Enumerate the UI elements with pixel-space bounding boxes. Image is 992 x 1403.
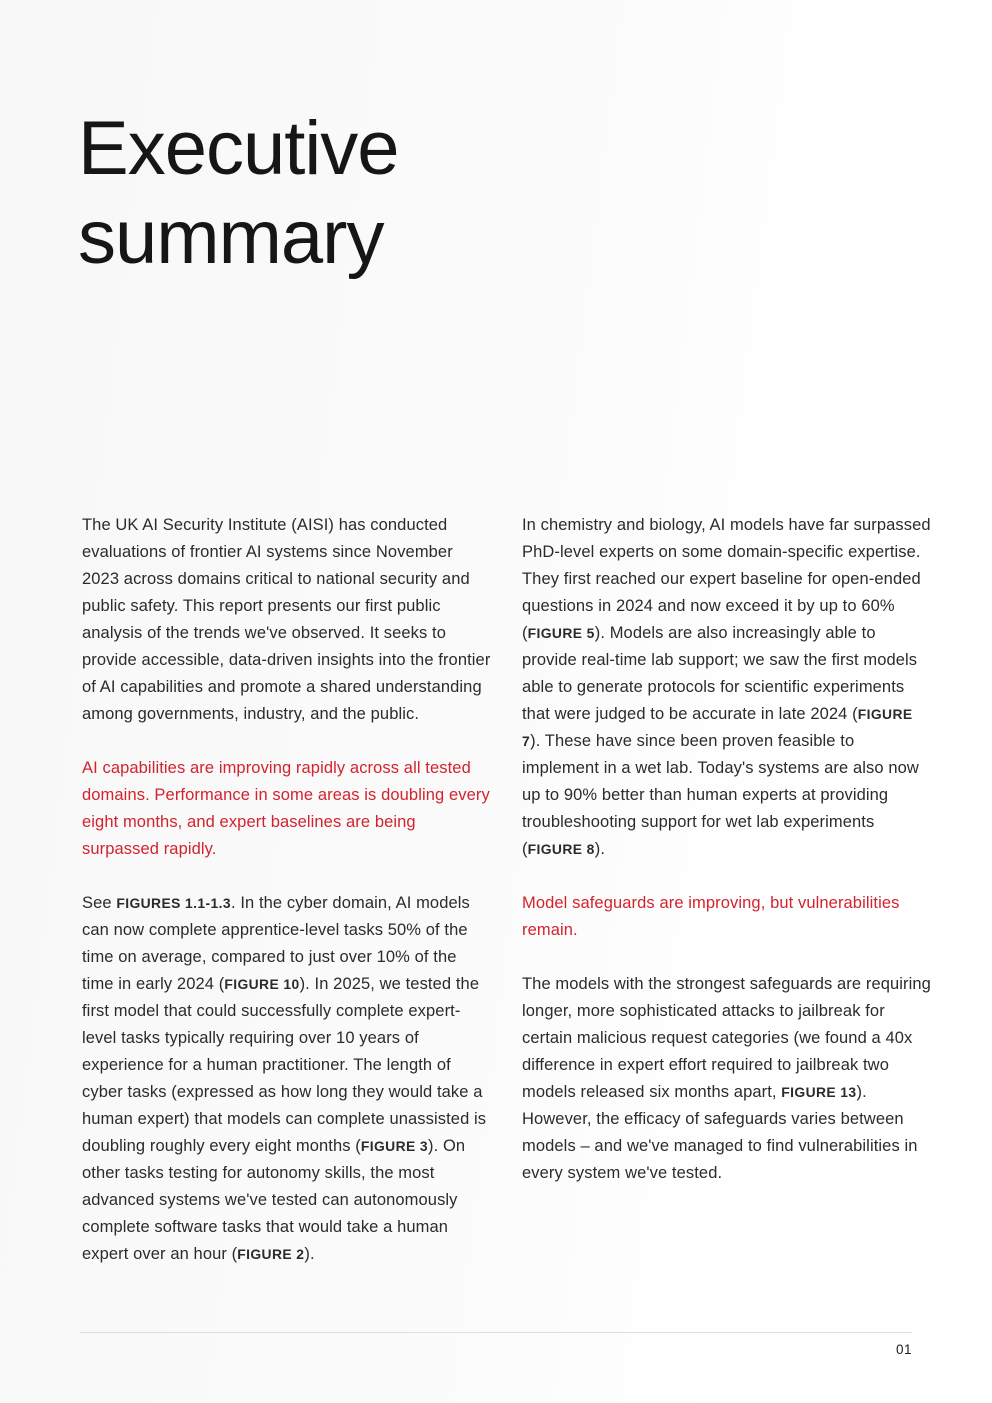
right-column <box>522 512 932 1295</box>
figure-reference: FIGURE 8 <box>527 841 595 857</box>
key-finding-capabilities: AI capabilities are improving rapidly across all tested domains. Performance in some areas is doubling every eight months, and expert baselines are being surpassed rapidly. <box>82 759 490 858</box>
chem-bio-paragraph: In chemistry and biology, AI models have far surpassed PhD-level experts on some domain-specific expertise. They first reached our expert baseline for open-ended questions in 2024 and now exceed it by up to 60% (FIGURE 5). Models are also increasingly able to provide real-time lab support; we saw the first models able to generate protocols for scientific experiments that were judged to be accurate in late 2024 (FIGURE 7). These have since been proven feasible to implement in a wet lab. Today's systems are also now up to 90% better than human experts at providing troubleshooting support for wet lab experiments (FIGURE 8). <box>522 516 931 858</box>
figure-reference: FIGURE 10 <box>224 976 300 992</box>
intro-paragraph: The UK AI Security Institute (AISI) has conducted evaluations of frontier AI systems since November 2023 across domains critical to national security and public safety. This report presents our first public analysis of the trends we've observed. It seeks to provide accessible, data-driven insights into the frontier of AI capabilities and promote a shared understanding among governments, industry, and the public. <box>82 516 491 723</box>
key-finding-safeguards: Model safeguards are improving, but vulnerabilities remain. <box>522 894 900 939</box>
figure-reference: FIGURE 2 <box>237 1246 305 1262</box>
page-title-line-1: Executive <box>78 106 399 191</box>
footer-divider <box>80 1332 912 1333</box>
two-column-body <box>82 512 932 1295</box>
page-title-line-2: summary <box>78 195 384 280</box>
cyber-domain-paragraph: See FIGURES 1.1-1.3. In the cyber domain, AI models can now complete apprentice-level tasks 50% of the time on average, compared to just over 10% of the time in early 2024 (FIGURE 10). In 2025, we tested the first model that could successfully complete expert-level tasks typically requiring over 10 years of experience for a human practitioner. The length of cyber tasks (expressed as how long they would take a human expert) that models can complete unassisted is doubling roughly every eight months (FIGURE 3). On other tasks testing for autonomy skills, the most advanced systems we've tested can autonomously complete software tasks that would take a human expert over an hour (FIGURE 2). <box>82 894 487 1263</box>
figure-reference: FIGURE 13 <box>781 1084 857 1100</box>
page-number: 01 <box>895 1342 912 1357</box>
left-column <box>82 512 492 1295</box>
figure-reference: FIGURE 7 <box>522 706 913 749</box>
figure-reference: FIGURES 1.1-1.3 <box>116 895 231 911</box>
page-title <box>78 104 399 282</box>
figure-reference: FIGURE 3 <box>360 1138 428 1154</box>
safeguards-paragraph: The models with the strongest safeguards are requiring longer, more sophisticated attacks to jailbreak for certain malicious request categories (we found a 40x difference in expert effort required to jailbreak two models released six months apart, FIGURE 13). However, the efficacy of safeguards varies between models – and we've managed to find vulnerabilities in every system we've tested. <box>522 975 931 1182</box>
figure-reference: FIGURE 5 <box>527 625 595 641</box>
